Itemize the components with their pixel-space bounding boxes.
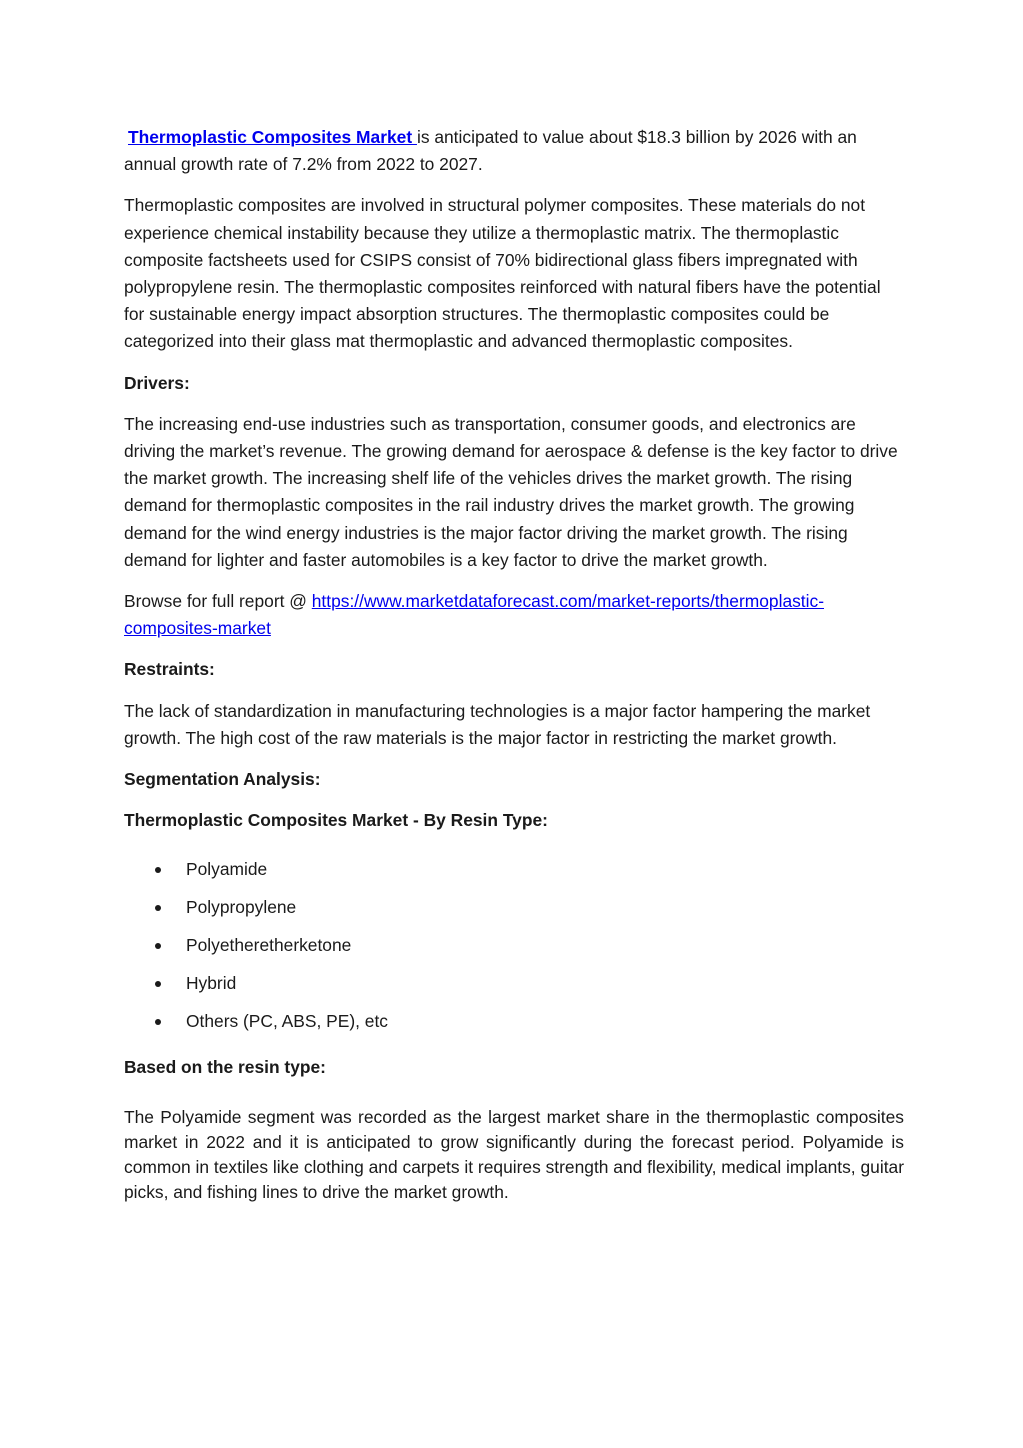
- list-item: [124, 970, 904, 997]
- resin-type-paragraph: The Polyamide segment was recorded as the largest market share in the thermoplastic composites market in 2022 and it is anticipated to grow significantly during the forecast period. Polyamide is common in textiles like clothing and carpets it requires strength and flexibility, medical implants, guitar picks, and fishing lines to drive the market growth.: [124, 1106, 904, 1202]
- restraints-heading: Restraints:: [124, 659, 215, 680]
- list-item-label: Others (PC, ABS, PE), etc: [186, 1011, 388, 1032]
- intro-text: is anticipated to value about $18.3 billion by 2026 with an annual growth rate of 7.2% from 2022 to 2027.: [124, 127, 857, 175]
- list-item-label: Polyamide: [186, 859, 268, 880]
- list-item-label: Polypropylene: [186, 897, 297, 918]
- bullet-icon: [155, 981, 161, 987]
- report-url-link[interactable]: https://www.marketdataforecast.com/market-reports/thermoplastic-composites-market: [124, 591, 824, 639]
- intro-paragraph: [124, 124, 904, 178]
- bullet-icon: [155, 943, 161, 949]
- resin-type-subheading: Thermoplastic Composites Market - By Resin Type:: [124, 810, 548, 831]
- drivers-heading: Drivers:: [124, 372, 190, 393]
- drivers-paragraph: The increasing end-use industries such as transportation, consumer goods, and electronics are driving the market’s revenue. The growing demand for aerospace & defense is the key factor to drive the market growth. The increasing shelf life of the vehicles drives the market growth. The rising demand for thermoplastic composites in the rail industry drives the market growth. The growing demand for the wind energy industries is the major factor driving the market growth. The rising demand for lighter and faster automobiles is a key factor to drive the market growth.: [124, 413, 898, 570]
- document-page: [124, 124, 904, 1205]
- browse-prefix: Browse for full report @: [124, 591, 312, 612]
- resin-type-list: [124, 856, 904, 1035]
- overview-paragraph: Thermoplastic composites are involved in structural polymer composites. These materials do not experience chemical instability because they utilize a thermoplastic matrix. The thermoplastic composite factsheets used for CSIPS consist of 70% bidirectional glass fibers impregnated with polypropylene resin. The thermoplastic composites reinforced with natural fibers have the potential for sustainable energy impact absorption structures. The thermoplastic composites could be categorized into their glass mat thermoplastic and advanced thermoplastic composites.: [124, 195, 881, 352]
- list-item-label: Polyetheretherketone: [186, 935, 352, 956]
- list-item: [124, 856, 904, 883]
- restraints-paragraph: The lack of standardization in manufacturing technologies is a major factor hampering the market growth. The high cost of the raw materials is the major factor in restricting the market growth.: [124, 700, 871, 748]
- bullet-icon: [155, 1019, 161, 1025]
- resin-type-heading: Based on the resin type:: [124, 1056, 326, 1077]
- browse-paragraph: [124, 588, 904, 642]
- list-item: [124, 894, 904, 921]
- market-title-link[interactable]: Thermoplastic Composites Market: [128, 127, 417, 147]
- list-item: [124, 932, 904, 959]
- segmentation-heading: Segmentation Analysis:: [124, 769, 321, 790]
- list-item-label: Hybrid: [186, 973, 237, 994]
- bullet-icon: [155, 867, 161, 873]
- list-item: [124, 1008, 904, 1035]
- bullet-icon: [155, 905, 161, 911]
